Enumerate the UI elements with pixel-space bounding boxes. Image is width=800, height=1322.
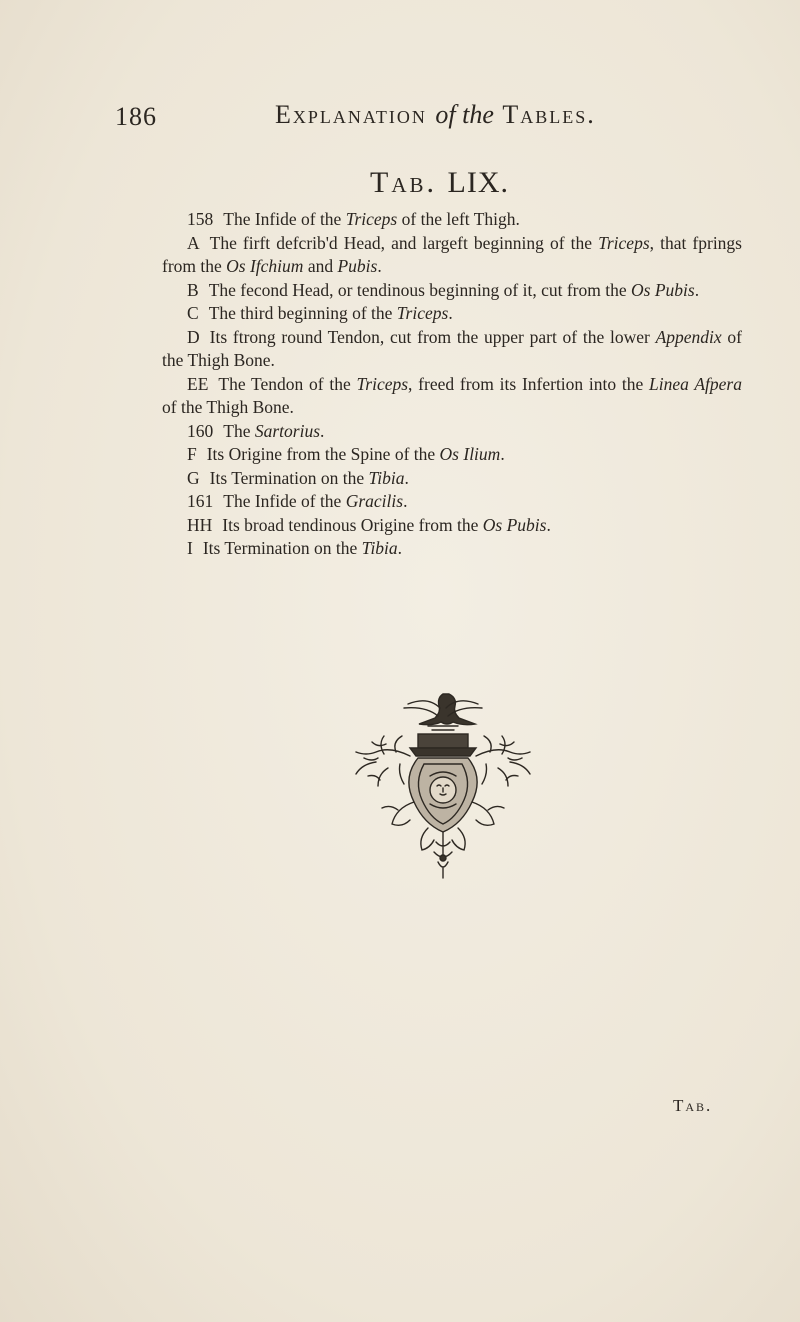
legend-key: B [187,279,199,300]
legend-entry [162,279,742,303]
legend-entry [162,490,742,514]
running-head [275,100,596,130]
legend-term-italic: Sartorius [254,420,320,441]
legend-text: The Infide of the [223,209,346,229]
legend-text: Its ftrong round Tendon, cut from the upper part of the lower [209,326,656,347]
legend-text: . [397,538,403,558]
legend-text: of the Thigh Bone. [162,326,742,370]
legend-text: Its Termination on the [202,538,362,558]
legend-key: A [187,232,200,253]
legend-key: G [187,467,200,488]
legend-text: of the Thigh Bone. [162,397,294,417]
legend-text: . [500,444,505,464]
legend-term-italic: Os Ilium [439,444,501,464]
legend-text: . [377,256,382,276]
legend-term-italic: Os Ifchium [226,256,304,276]
legend-term-italic: Appendix [655,326,722,347]
legend-key: HH [187,514,213,535]
legend-entry [162,373,742,420]
legend-text: of the left Thigh. [397,209,520,229]
legend-entry [162,326,742,373]
legend-text: . [320,420,325,441]
legend-text: Its Origine from the Spine of the [206,444,440,464]
legend-term-italic: Triceps [345,209,398,229]
running-head-tables: Tables. [502,100,596,129]
legend-text: . [404,467,409,488]
legend-text: The fecond Head, or tendinous beginning of it, cut from the [208,279,632,300]
table-heading [370,166,509,200]
legend-text: . [694,279,700,300]
legend-entry [162,443,742,467]
page-number: 186 [115,102,157,131]
legend-text: The [223,420,255,441]
legend-term-italic: Triceps [356,373,409,394]
legend-text: Its Termination on the [209,467,369,488]
legend-key: F [187,444,197,464]
legend-text: The Infide of the [223,491,346,511]
legend-entry [162,302,742,326]
eagle-cartouche-icon [348,682,538,882]
legend-text: The Tendon of the [218,373,357,394]
legend-key: 158 [187,209,214,229]
legend-entry [162,208,742,232]
legend-term-italic: Gracilis [345,491,404,511]
legend-entry [162,514,742,538]
legend-text: The firft defcrib'd Head, and largeft beginning of the [209,232,599,253]
legend-key: 160 [187,420,214,441]
legend-entry [162,232,742,279]
legend-text: . [403,491,408,511]
table-heading-numeral: LIX. [447,166,509,199]
legend-term-italic: Pubis [337,256,378,276]
legend-key: EE [187,373,209,394]
catchword: Tab. [673,1096,713,1115]
legend-key: C [187,303,199,323]
legend-entry [162,537,742,561]
legend-term-italic: Triceps [396,303,449,323]
legend-text: Its broad tendinous Origine from the [222,514,483,535]
legend-entry [162,420,742,444]
legend-key: D [187,326,200,347]
table-heading-prefix: Tab. [370,166,437,199]
legend-term-italic: Tibia [368,467,405,488]
running-head-of-the: of the [435,100,494,129]
running-head-explanation: Explanation [275,100,427,129]
legend-term-italic: Triceps [598,232,650,253]
legend-text: , that fprings from the [162,232,742,276]
legend-text: . [546,514,551,535]
legend-entry [162,467,742,491]
legend-text: . [448,303,453,323]
legend-text: and [303,256,338,276]
legend-term-italic: Os Pubis [631,279,695,300]
legend-term-italic: Tibia [361,538,398,558]
legend-text: The third beginning of the [208,303,397,323]
legend-term-italic: Os Pubis [482,514,547,535]
legend-key: 161 [187,491,214,511]
legend-entries [162,208,742,561]
legend-text: , freed from its Infertion into the [408,373,650,394]
legend-term-italic: Linea Afpera [649,373,742,394]
legend-key: I [187,538,193,558]
